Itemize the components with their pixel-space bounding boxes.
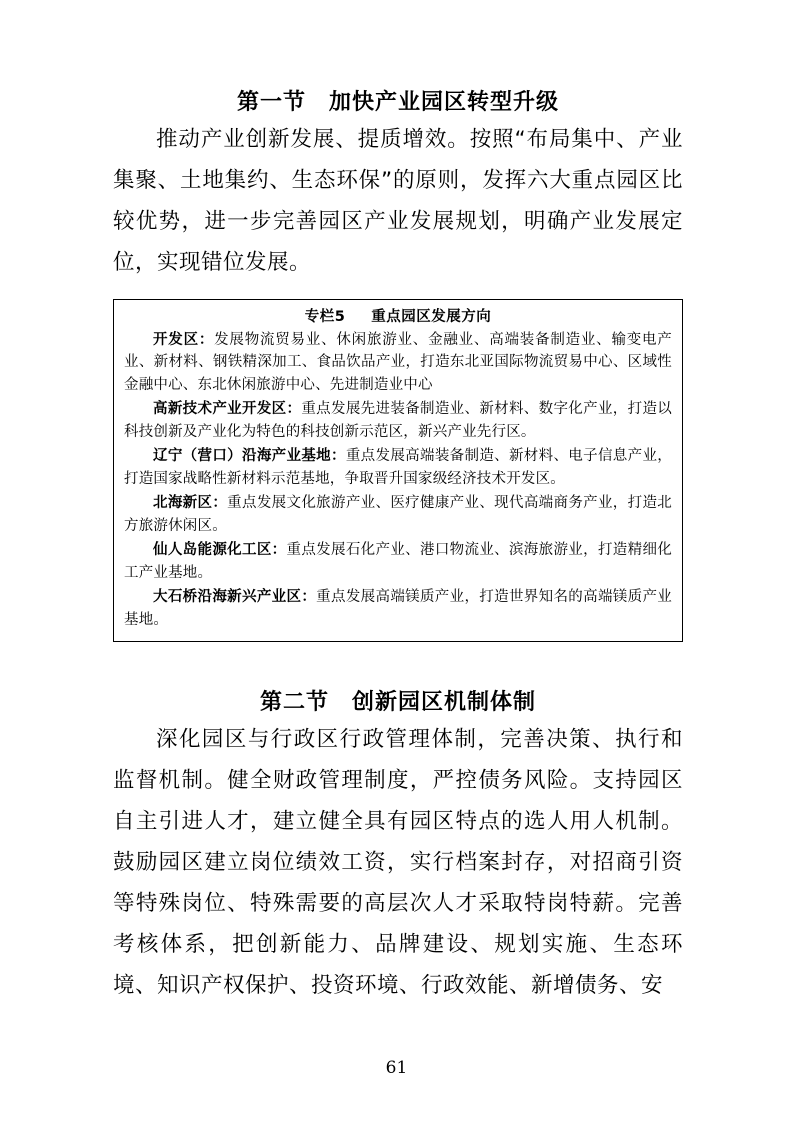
callout-box-title-text: 重点园区发展方向 (371, 308, 492, 325)
callout-box-title (114, 300, 682, 329)
callout-item-term: 高新技术产业开发区： (153, 401, 302, 418)
callout-item (124, 329, 672, 397)
section-paragraph-2: 深化园区与行政区行政管理体制，完善决策、执行和监督机制。健全财政管理制度，严控债务风险。支持园区自主引进人才，建立健全具有园区特点的选人用人机制。鼓励园区建立岗位绩效工资，实行档案封存，对招商引资等特殊岗位、特殊需要的高层次人才采取特岗特薪。完善考核体系，把创新能力、品牌建设、规划实施、生态环境、知识产权保护、投资环境、行政效能、新增债务、安 (113, 727, 683, 999)
callout-item (124, 445, 672, 490)
callout-item (124, 398, 672, 443)
section-heading-2: 第二节 创新园区机制体制 (259, 690, 536, 716)
callout-item (124, 539, 672, 584)
callout-item (124, 492, 672, 537)
callout-item-term: 北海新区： (153, 495, 228, 512)
callout-box (113, 299, 683, 643)
callout-item-text: 重点发展高端镁质产业，打造世界知名的高端镁质产业基地。 (124, 589, 672, 628)
callout-item-term: 仙人岛能源化工区： (153, 542, 287, 559)
callout-item-term: 辽宁（营口）沿海产业基地： (153, 448, 346, 465)
section-heading-1: 第一节 加快产业园区转型升级 (236, 90, 559, 115)
callout-box-title-label: 专栏5 (304, 308, 346, 325)
callout-item-term: 开发区： (153, 331, 215, 348)
callout-item-text: 重点发展高端装备制造、新材料、电子信息产业，打造国家战略性新材料示范基地，争取晋升国家级经济技术开发区。 (124, 448, 672, 487)
callout-item-term: 大石桥沿海新兴产业区： (153, 589, 317, 606)
callout-item-text: 重点发展文化旅游产业、医疗健康产业、现代高端商务产业，打造北方旅游休闲区。 (124, 495, 673, 534)
callout-box-body (114, 329, 682, 632)
callout-item-text: 重点发展石化产业、港口物流业、滨海旅游业，打造精细化工产业基地。 (124, 542, 672, 581)
callout-item (124, 586, 672, 631)
page-content (113, 88, 683, 1006)
callout-item-text: 发展物流贸易业、休闲旅游业、金融业、高端装备制造业、输变电产业、新材料、钢铁精深加工、食品饮品产业，打造东北亚国际物流贸易中心、区域性金融中心、东北休闲旅游中心、先进制造业中心 (124, 331, 672, 393)
section-2-wrap (113, 688, 683, 719)
page-number: 61 (385, 1058, 408, 1078)
callout-item-text: 重点发展先进装备制造业、新材料、数字化产业，打造以科技创新及产业化为特色的科技创新示范区，新兴产业先行区。 (124, 401, 673, 440)
section-paragraph-1: 推动产业创新发展、提质增效。按照“布局集中、产业集聚、土地集约、生态环保”的原则，发挥六大重点园区比较优势，进一步完善园区产业发展规划，明确产业发展定位，实现错位发展。 (113, 126, 683, 275)
